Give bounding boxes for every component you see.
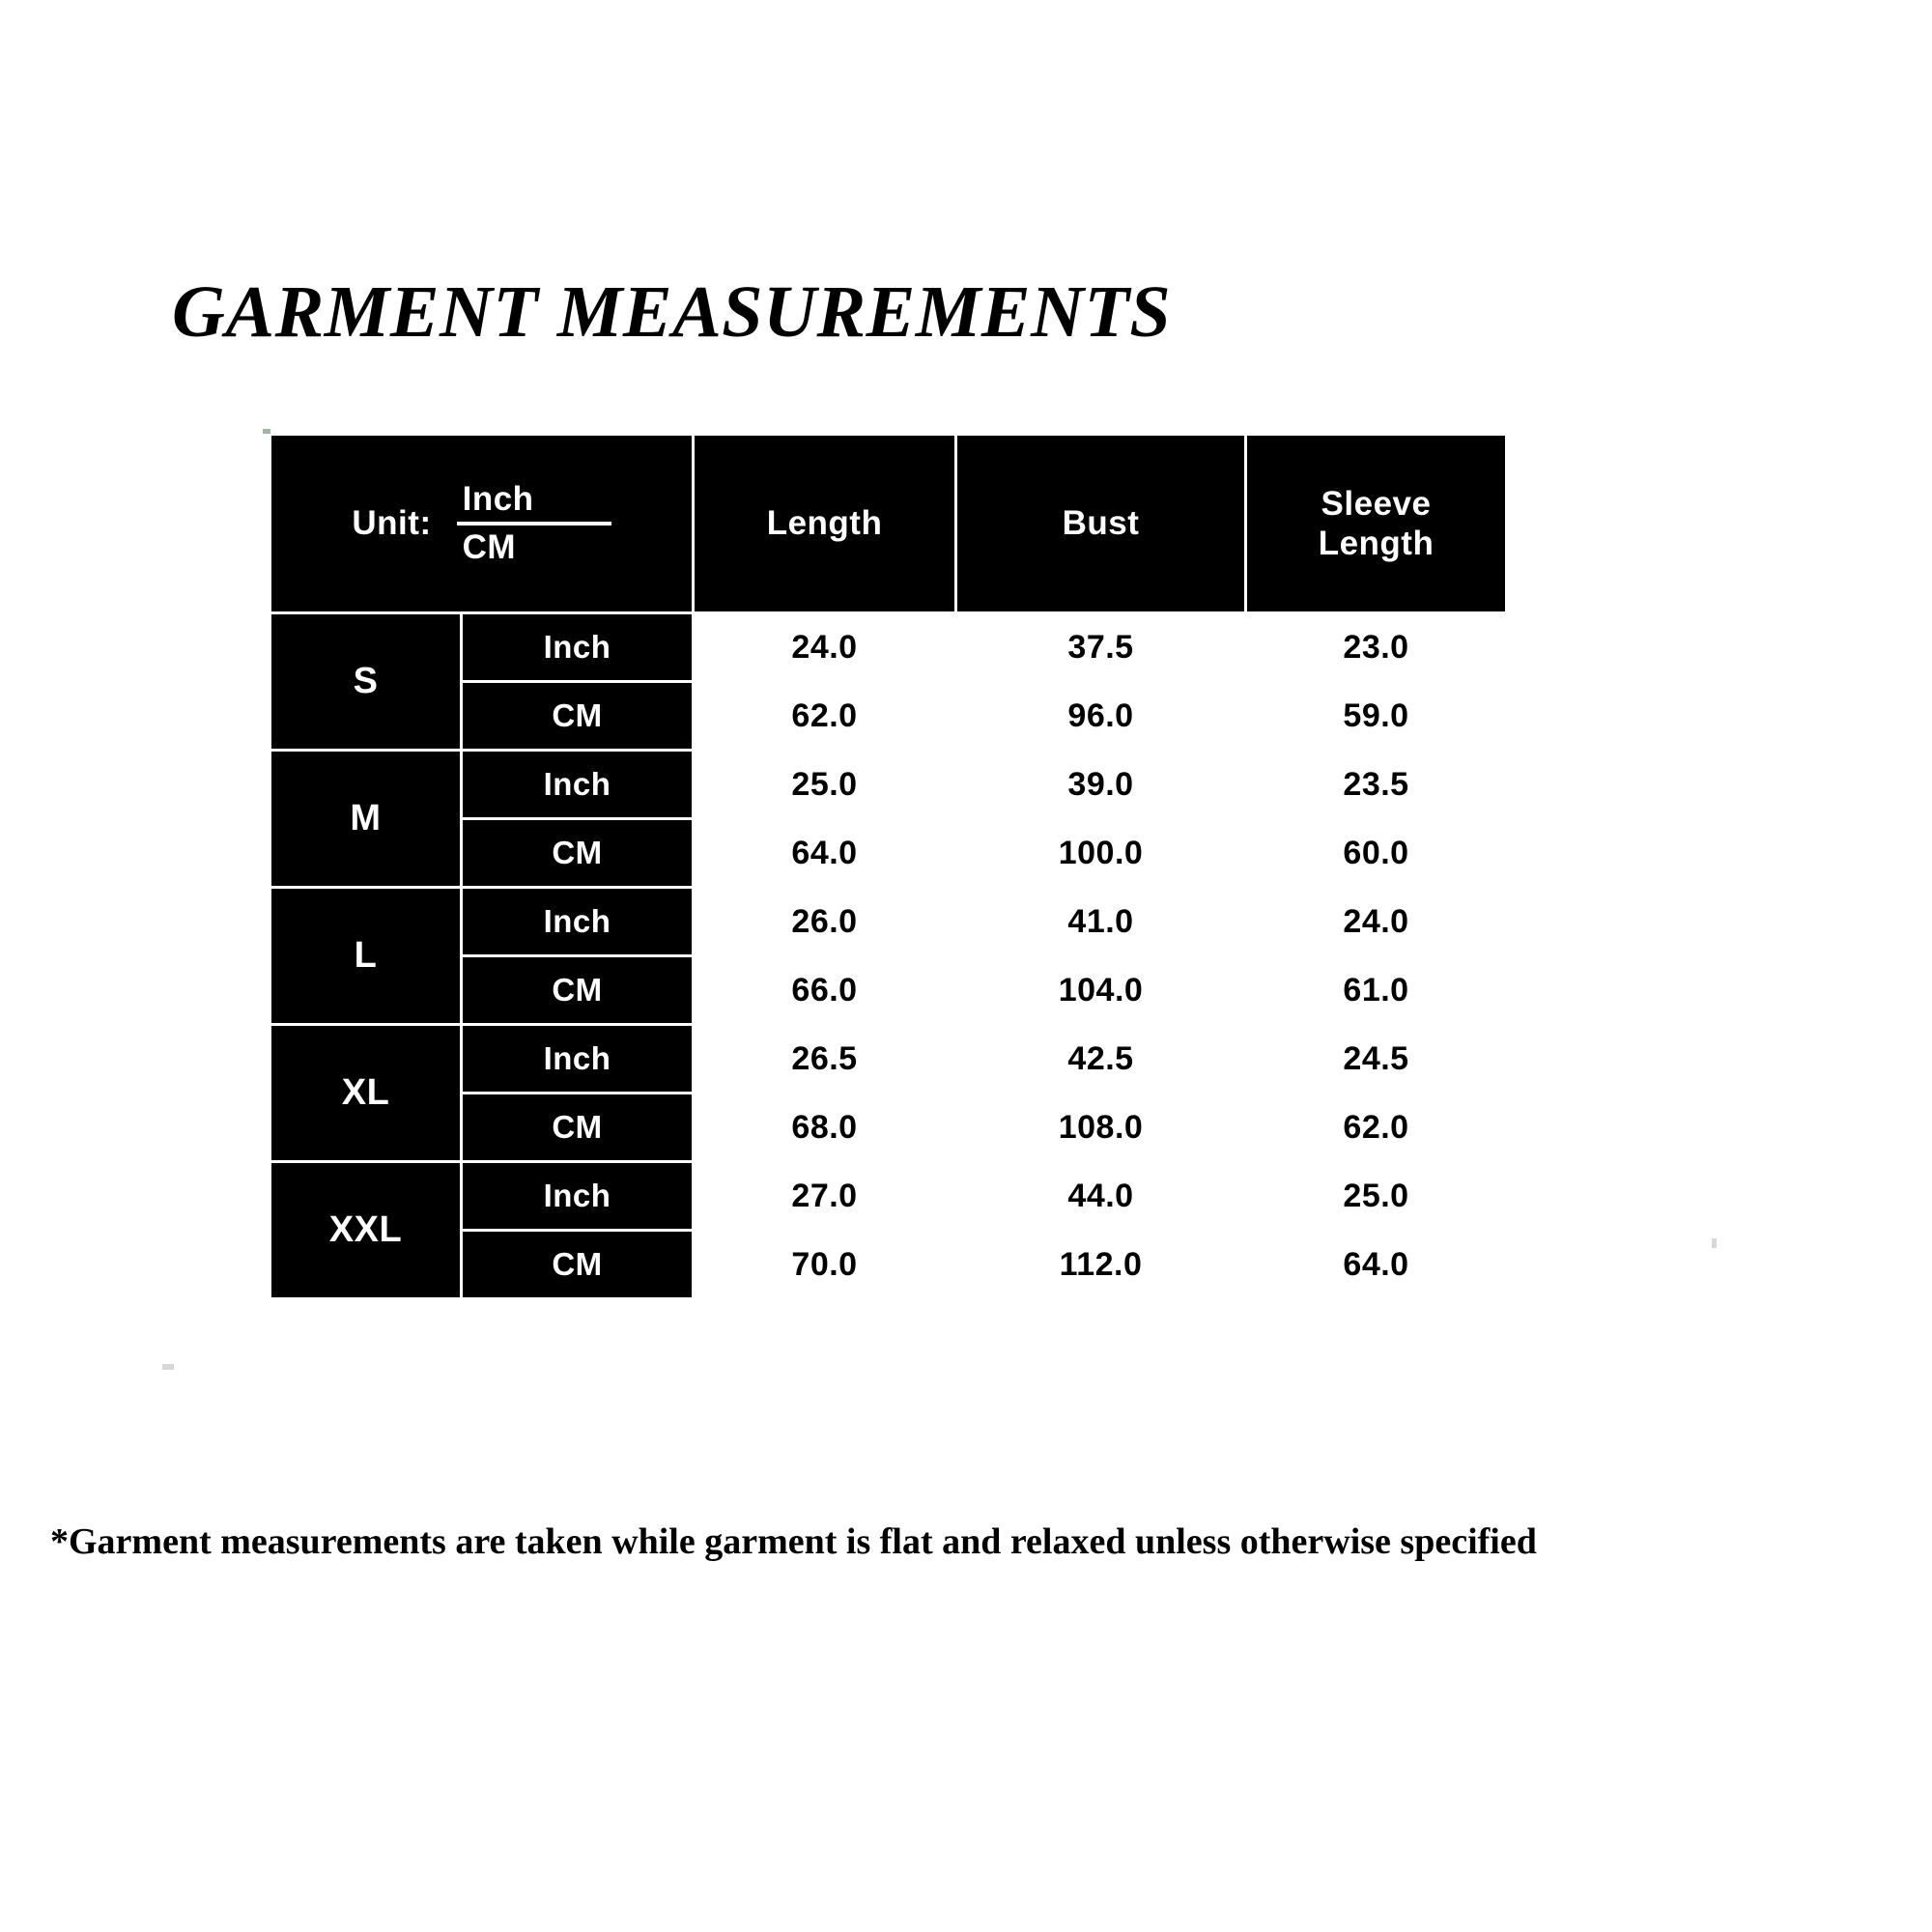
page-title: GARMENT MEASUREMENTS: [172, 271, 1172, 353]
scan-speck: [1712, 1238, 1717, 1248]
value-length: 68.0: [694, 1094, 956, 1162]
value-sleeve: 25.0: [1246, 1162, 1507, 1231]
table-row: [270, 1162, 1507, 1231]
value-bust: 42.5: [956, 1025, 1246, 1094]
table-row: [270, 888, 1507, 956]
value-length: 26.0: [694, 888, 956, 956]
column-header-length: Length: [694, 435, 956, 613]
value-bust: 37.5: [956, 613, 1246, 682]
unit-header-cell: [270, 435, 694, 613]
footnote-text: *Garment measurements are taken while garment is flat and relaxed unless otherwise specified: [50, 1521, 1537, 1562]
value-bust: 44.0: [956, 1162, 1246, 1231]
scan-speck: [263, 429, 270, 434]
value-length: 25.0: [694, 751, 956, 819]
unit-fraction: [457, 481, 611, 566]
value-sleeve: 62.0: [1246, 1094, 1507, 1162]
size-label-l: L: [270, 888, 462, 1025]
value-sleeve: 61.0: [1246, 956, 1507, 1025]
value-length: 27.0: [694, 1162, 956, 1231]
column-header-sleeve-line1: Sleeve: [1321, 484, 1432, 523]
value-sleeve: 24.0: [1246, 888, 1507, 956]
value-bust: 104.0: [956, 956, 1246, 1025]
unit-cell-inch: Inch: [462, 1162, 694, 1231]
unit-cell-cm: CM: [462, 819, 694, 888]
unit-cell-inch: Inch: [462, 888, 694, 956]
size-label-xl: XL: [270, 1025, 462, 1162]
scan-speck: [162, 1364, 174, 1370]
value-length: 26.5: [694, 1025, 956, 1094]
column-header-bust: Bust: [956, 435, 1246, 613]
value-sleeve: 24.5: [1246, 1025, 1507, 1094]
table-header-row: [270, 435, 1507, 613]
value-length: 70.0: [694, 1231, 956, 1299]
value-bust: 108.0: [956, 1094, 1246, 1162]
value-sleeve: 23.5: [1246, 751, 1507, 819]
unit-label: Unit:: [352, 504, 432, 542]
column-header-sleeve-line2: Length: [1318, 525, 1435, 562]
unit-cell-cm: CM: [462, 956, 694, 1025]
value-bust: 100.0: [956, 819, 1246, 888]
value-bust: 112.0: [956, 1231, 1246, 1299]
column-header-sleeve-length: [1246, 435, 1507, 613]
unit-denominator: CM: [462, 528, 517, 566]
value-sleeve: 23.0: [1246, 613, 1507, 682]
unit-cell-inch: Inch: [462, 751, 694, 819]
table-row: [270, 613, 1507, 682]
table-row: [270, 751, 1507, 819]
value-bust: 41.0: [956, 888, 1246, 956]
unit-cell-inch: Inch: [462, 1025, 694, 1094]
value-bust: 96.0: [956, 682, 1246, 751]
size-label-xxl: XXL: [270, 1162, 462, 1299]
size-label-m: M: [270, 751, 462, 888]
unit-cell-cm: CM: [462, 1231, 694, 1299]
unit-numerator: Inch: [462, 480, 534, 519]
value-length: 64.0: [694, 819, 956, 888]
value-length: 66.0: [694, 956, 956, 1025]
value-sleeve: 60.0: [1246, 819, 1507, 888]
size-label-s: S: [270, 613, 462, 751]
unit-cell-cm: CM: [462, 682, 694, 751]
value-sleeve: 64.0: [1246, 1231, 1507, 1299]
value-bust: 39.0: [956, 751, 1246, 819]
value-length: 24.0: [694, 613, 956, 682]
value-sleeve: 59.0: [1246, 682, 1507, 751]
garment-measurements-table: [269, 433, 1508, 1300]
table-row: [270, 1025, 1507, 1094]
unit-cell-inch: Inch: [462, 613, 694, 682]
value-length: 62.0: [694, 682, 956, 751]
unit-cell-cm: CM: [462, 1094, 694, 1162]
